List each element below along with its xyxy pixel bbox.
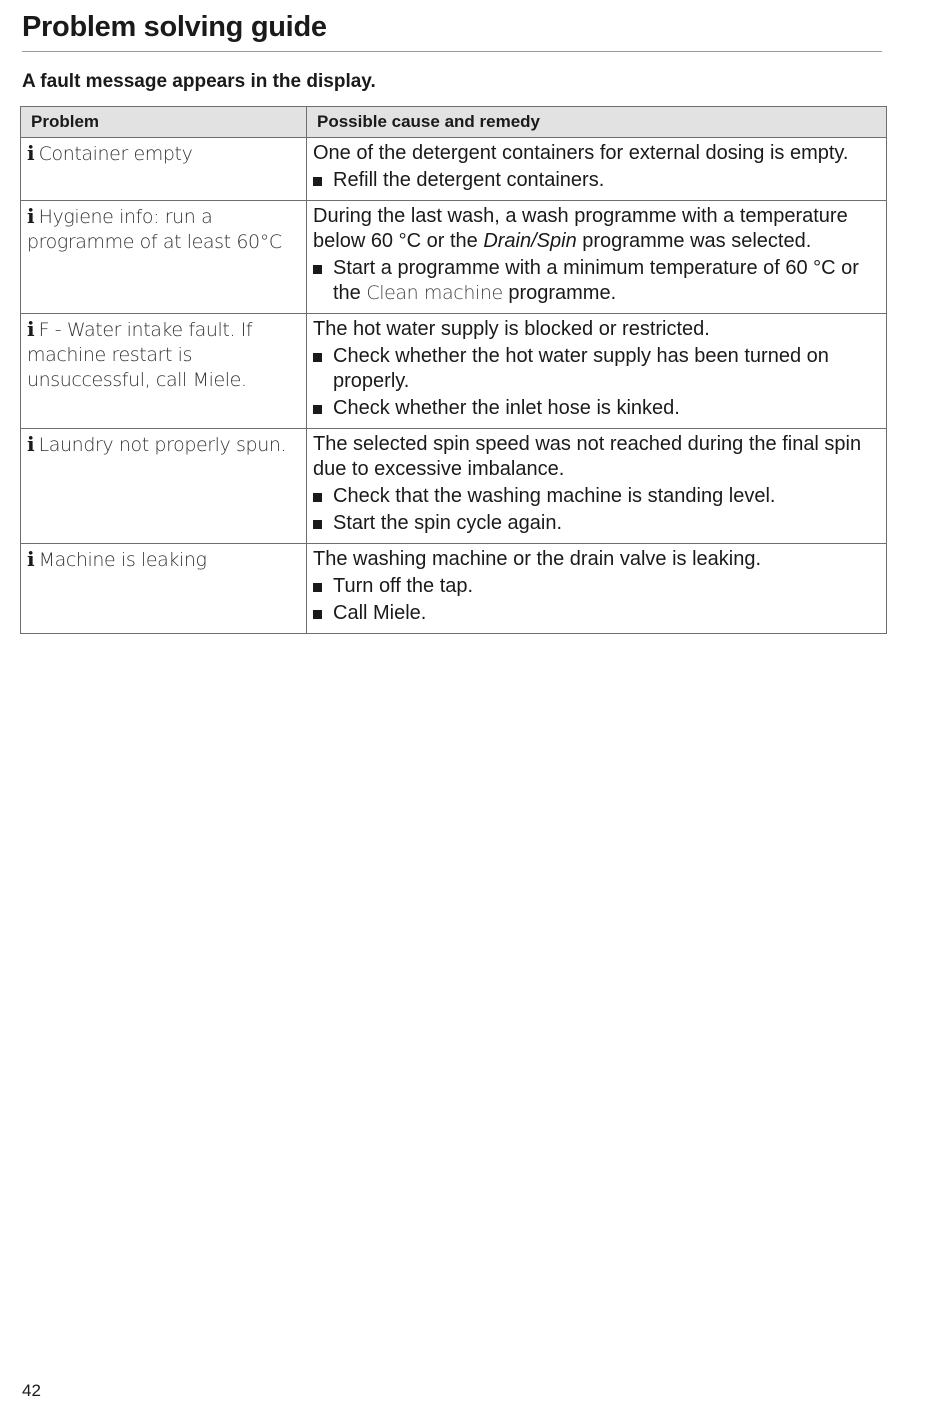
table-row xyxy=(21,201,887,314)
info-icon: i xyxy=(27,204,35,228)
cause-text xyxy=(313,204,880,254)
section-heading: A fault message appears in the display. xyxy=(22,71,376,92)
column-header-problem: Problem xyxy=(21,107,307,138)
cause-text: The hot water supply is blocked or restricted. xyxy=(313,318,710,340)
remedy-item: Check whether the hot water supply has been turned on properly. xyxy=(313,344,880,394)
page-title: Problem solving guide xyxy=(22,11,327,43)
remedy-item xyxy=(313,256,880,306)
remedy-list xyxy=(313,574,880,626)
remedy-item: Check whether the inlet hose is kinked. xyxy=(313,396,880,421)
page-number: 42 xyxy=(22,1381,41,1400)
problem-message: F - Water intake fault. If machine restart is unsuccessful, call Miele. xyxy=(27,319,253,391)
remedy-item: Start the spin cycle again. xyxy=(313,511,880,536)
cause-text: The washing machine or the drain valve is leaking. xyxy=(313,548,762,570)
table-row xyxy=(21,138,887,201)
remedy-cell xyxy=(307,544,887,634)
problem-table xyxy=(20,106,887,634)
remedy-text-part: Start a programme with a minimum temperature of 60 °C or the xyxy=(333,257,859,304)
remedy-list xyxy=(313,484,880,536)
problem-cell xyxy=(21,544,307,634)
cause-text: One of the detergent containers for external dosing is empty. xyxy=(313,142,849,164)
problem-cell xyxy=(21,138,307,201)
problem-cell xyxy=(21,429,307,544)
info-icon: i xyxy=(27,141,35,165)
title-divider xyxy=(22,51,882,52)
remedy-cell xyxy=(307,429,887,544)
remedy-item: Check that the washing machine is standing level. xyxy=(313,484,880,509)
problem-message: Container empty xyxy=(38,143,193,165)
info-icon: i xyxy=(27,547,35,571)
info-icon: i xyxy=(27,317,35,341)
problem-message: Laundry not properly spun. xyxy=(38,434,287,456)
table-row xyxy=(21,544,887,634)
problem-message: Machine is leaking xyxy=(38,549,207,571)
remedy-cell xyxy=(307,314,887,429)
remedy-item: Refill the detergent containers. xyxy=(313,168,880,193)
problem-cell xyxy=(21,314,307,429)
remedy-item: Call Miele. xyxy=(313,601,880,626)
remedy-list xyxy=(313,256,880,306)
problem-message: Hygiene info: run a programme of at least 60°C xyxy=(27,206,282,253)
programme-name-clean-machine: Clean machine xyxy=(366,282,503,304)
table-row xyxy=(21,314,887,429)
info-icon: i xyxy=(27,432,35,456)
cause-text-part: programme was selected. xyxy=(576,230,812,252)
table-row xyxy=(21,429,887,544)
programme-name-drain-spin: Drain/Spin xyxy=(483,230,577,252)
cause-text: The selected spin speed was not reached during the final spin due to excessive imbalance. xyxy=(313,433,862,480)
remedy-cell xyxy=(307,138,887,201)
column-header-cause-remedy: Possible cause and remedy xyxy=(307,107,887,138)
table-header-row xyxy=(21,107,887,138)
remedy-text-part: programme. xyxy=(502,282,617,304)
remedy-list xyxy=(313,344,880,421)
remedy-list xyxy=(313,168,880,193)
remedy-item: Turn off the tap. xyxy=(313,574,880,599)
cause-text-part: During the last wash, a wash programme with a temperature below 60 °C or the xyxy=(313,205,848,252)
remedy-cell xyxy=(307,201,887,314)
problem-cell xyxy=(21,201,307,314)
